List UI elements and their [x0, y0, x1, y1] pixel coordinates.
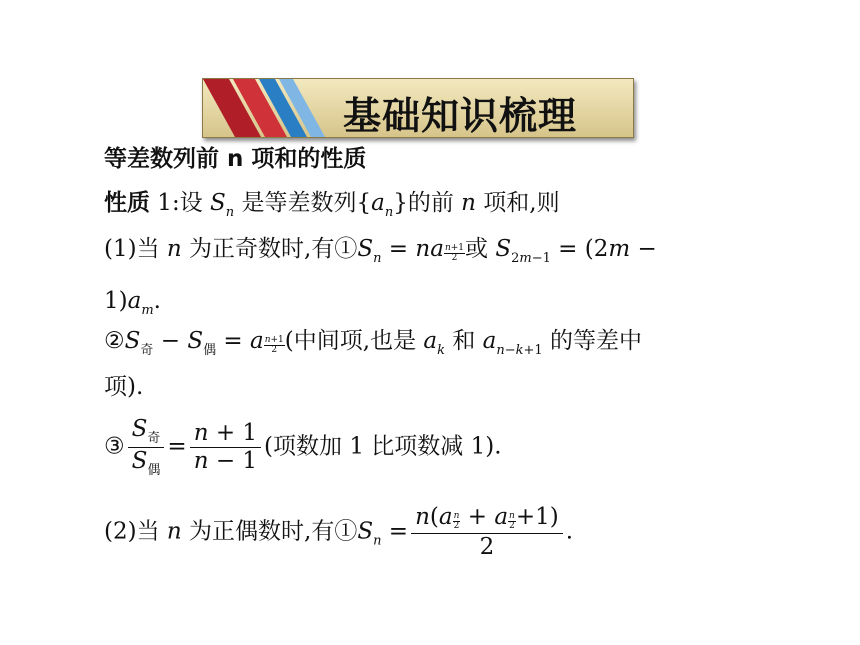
- section-banner: [202, 78, 634, 138]
- banner-title: 基础知识梳理: [343, 94, 578, 138]
- banner-stripes-decoration: [203, 79, 343, 137]
- case-2-line: (2)当 n 为正偶数时,有$①S_n$ = n(a $\frac{n}{2}$ + a $\frac{n}{2}$ +1) 2 .: [104, 504, 574, 560]
- case-1-item-2-continuation: 项).: [104, 374, 144, 400]
- case-1-item-2: $②S_奇 - S_偶 = a$ $\frac{n+1}{2}$ (中间项,也是 $a_k$ 和 $a_{n-k+1}$ 的等差中: [104, 328, 643, 358]
- section-heading: 等差数列前 n 项和的性质: [104, 146, 367, 172]
- case-1-line: (1)当 n 为正奇数时,有$①S_n$ = na $\frac{n+1}{2}$ 或 $S_{2m-1} = (2m$ −: [104, 236, 657, 266]
- case-1-continuation: $1)a_m$.: [104, 288, 161, 318]
- case-1-item-3: ③ $\frac{S_奇}{S_偶}$ = $\frac{n + 1}{n - 1}$ (项数加 1 比项数减 1).: [104, 416, 502, 478]
- property-1-statement: 性质 1:设 $S_n$ 是等差数列$\{a_n\}$的前 n 项和,则: [104, 190, 560, 220]
